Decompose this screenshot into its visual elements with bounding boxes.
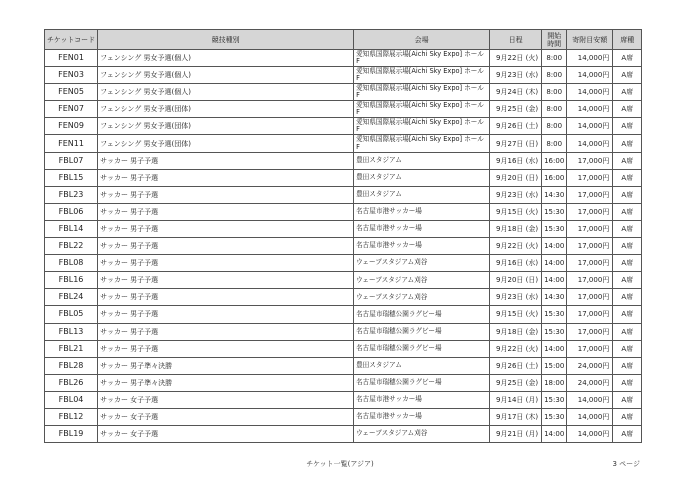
venue-cell: 名古屋市港サッカー場 bbox=[354, 408, 490, 425]
event-type-cell: サッカー 男子予選 bbox=[98, 169, 354, 186]
table-row bbox=[45, 152, 642, 169]
event-type-cell: サッカー 男子準々決勝 bbox=[98, 374, 354, 391]
ticket-code-cell: FBL14 bbox=[45, 220, 98, 237]
table-row bbox=[45, 203, 642, 220]
start-time-cell: 14:00 bbox=[542, 272, 567, 289]
seat-type-cell: A席 bbox=[613, 118, 642, 135]
venue-cell: 名古屋市瑞穂公園ラグビー場 bbox=[354, 306, 490, 323]
ticket-code-cell: FEN07 bbox=[45, 101, 98, 118]
seat-type-cell: A席 bbox=[613, 374, 642, 391]
venue-cell: 名古屋市瑞穂公園ラグビー場 bbox=[354, 340, 490, 357]
start-time-cell: 8:00 bbox=[542, 67, 567, 84]
header-venue: 会場 bbox=[354, 30, 490, 50]
start-time-cell: 15:30 bbox=[542, 408, 567, 425]
footer-title: チケット一覧(アジア) bbox=[306, 460, 374, 468]
venue-cell: 愛知県国際展示場[Aichi Sky Expo] ホール F bbox=[354, 135, 490, 152]
date-cell: 9月26日 (土) bbox=[490, 118, 542, 135]
donation-amount-cell: 17,000円 bbox=[567, 186, 613, 203]
venue-cell: ウェーブスタジアム刈谷 bbox=[354, 289, 490, 306]
start-time-cell: 8:00 bbox=[542, 135, 567, 152]
event-type-cell: サッカー 男子予選 bbox=[98, 203, 354, 220]
table-row bbox=[45, 272, 642, 289]
donation-amount-cell: 17,000円 bbox=[567, 340, 613, 357]
start-time-cell: 14:00 bbox=[542, 426, 567, 443]
ticket-code-cell: FEN01 bbox=[45, 50, 98, 67]
date-cell: 9月24日 (木) bbox=[490, 84, 542, 101]
venue-cell: 名古屋市瑞穂公園ラグビー場 bbox=[354, 323, 490, 340]
seat-type-cell: A席 bbox=[613, 203, 642, 220]
header-event-type: 競技種別 bbox=[98, 30, 354, 50]
table-row bbox=[45, 84, 642, 101]
start-time-cell: 14:30 bbox=[542, 186, 567, 203]
seat-type-cell: A席 bbox=[613, 408, 642, 425]
donation-amount-cell: 17,000円 bbox=[567, 272, 613, 289]
seat-type-cell: A席 bbox=[613, 391, 642, 408]
donation-amount-cell: 17,000円 bbox=[567, 306, 613, 323]
donation-amount-cell: 14,000円 bbox=[567, 135, 613, 152]
ticket-code-cell: FBL28 bbox=[45, 357, 98, 374]
seat-type-cell: A席 bbox=[613, 340, 642, 357]
donation-amount-cell: 14,000円 bbox=[567, 50, 613, 67]
event-type-cell: フェンシング 男女予選(個人) bbox=[98, 50, 354, 67]
venue-cell: 愛知県国際展示場[Aichi Sky Expo] ホール F bbox=[354, 84, 490, 101]
date-cell: 9月25日 (金) bbox=[490, 374, 542, 391]
donation-amount-cell: 14,000円 bbox=[567, 118, 613, 135]
start-time-cell: 18:00 bbox=[542, 374, 567, 391]
seat-type-cell: A席 bbox=[613, 220, 642, 237]
ticket-code-cell: FBL16 bbox=[45, 272, 98, 289]
table-row bbox=[45, 169, 642, 186]
event-type-cell: サッカー 男子予選 bbox=[98, 340, 354, 357]
seat-type-cell: A席 bbox=[613, 186, 642, 203]
venue-cell: 名古屋市港サッカー場 bbox=[354, 220, 490, 237]
page-number: 3 ページ bbox=[612, 460, 640, 468]
ticket-code-cell: FBL07 bbox=[45, 152, 98, 169]
table-row bbox=[45, 50, 642, 67]
table-row bbox=[45, 238, 642, 255]
ticket-code-cell: FBL23 bbox=[45, 186, 98, 203]
venue-cell: ウェーブスタジアム刈谷 bbox=[354, 272, 490, 289]
event-type-cell: サッカー 男子予選 bbox=[98, 152, 354, 169]
event-type-cell: サッカー 男子予選 bbox=[98, 289, 354, 306]
start-time-cell: 8:00 bbox=[542, 101, 567, 118]
start-time-cell: 8:00 bbox=[542, 50, 567, 67]
donation-amount-cell: 14,000円 bbox=[567, 67, 613, 84]
start-time-cell: 14:00 bbox=[542, 238, 567, 255]
table-row bbox=[45, 391, 642, 408]
table-row bbox=[45, 289, 642, 306]
event-type-cell: サッカー 男子予選 bbox=[98, 272, 354, 289]
event-type-cell: フェンシング 男女予選(個人) bbox=[98, 84, 354, 101]
ticket-code-cell: FEN03 bbox=[45, 67, 98, 84]
start-time-cell: 16:00 bbox=[542, 169, 567, 186]
seat-type-cell: A席 bbox=[613, 426, 642, 443]
event-type-cell: フェンシング 男女予選(個人) bbox=[98, 67, 354, 84]
table-row bbox=[45, 408, 642, 425]
ticket-code-cell: FBL21 bbox=[45, 340, 98, 357]
ticket-code-cell: FEN05 bbox=[45, 84, 98, 101]
donation-amount-cell: 14,000円 bbox=[567, 408, 613, 425]
event-type-cell: サッカー 男子予選 bbox=[98, 306, 354, 323]
seat-type-cell: A席 bbox=[613, 323, 642, 340]
date-cell: 9月23日 (水) bbox=[490, 67, 542, 84]
donation-amount-cell: 17,000円 bbox=[567, 238, 613, 255]
donation-amount-cell: 14,000円 bbox=[567, 391, 613, 408]
ticket-code-cell: FBL04 bbox=[45, 391, 98, 408]
donation-amount-cell: 14,000円 bbox=[567, 84, 613, 101]
ticket-code-cell: FBL13 bbox=[45, 323, 98, 340]
event-type-cell: サッカー 男子準々決勝 bbox=[98, 357, 354, 374]
ticket-table-container bbox=[44, 29, 642, 443]
start-time-cell: 15:30 bbox=[542, 323, 567, 340]
venue-cell: 名古屋市港サッカー場 bbox=[354, 238, 490, 255]
venue-cell: 豊田スタジアム bbox=[354, 169, 490, 186]
venue-cell: 豊田スタジアム bbox=[354, 152, 490, 169]
header-donation-amount: 寄附目安額 bbox=[567, 30, 613, 50]
date-cell: 9月20日 (日) bbox=[490, 272, 542, 289]
event-type-cell: サッカー 男子予選 bbox=[98, 323, 354, 340]
event-type-cell: サッカー 女子予選 bbox=[98, 408, 354, 425]
donation-amount-cell: 17,000円 bbox=[567, 255, 613, 272]
seat-type-cell: A席 bbox=[613, 306, 642, 323]
event-type-cell: サッカー 男子予選 bbox=[98, 186, 354, 203]
start-time-cell: 15:30 bbox=[542, 220, 567, 237]
table-row bbox=[45, 306, 642, 323]
date-cell: 9月18日 (金) bbox=[490, 323, 542, 340]
venue-cell: ウェーブスタジアム刈谷 bbox=[354, 426, 490, 443]
donation-amount-cell: 17,000円 bbox=[567, 220, 613, 237]
ticket-code-cell: FBL15 bbox=[45, 169, 98, 186]
donation-amount-cell: 17,000円 bbox=[567, 289, 613, 306]
ticket-code-cell: FBL08 bbox=[45, 255, 98, 272]
donation-amount-cell: 24,000円 bbox=[567, 357, 613, 374]
event-type-cell: サッカー 女子予選 bbox=[98, 391, 354, 408]
start-time-cell: 14:00 bbox=[542, 340, 567, 357]
event-type-cell: サッカー 男子予選 bbox=[98, 238, 354, 255]
seat-type-cell: A席 bbox=[613, 169, 642, 186]
header-start-time: 開始時間 bbox=[542, 30, 567, 50]
event-type-cell: サッカー 男子予選 bbox=[98, 220, 354, 237]
donation-amount-cell: 24,000円 bbox=[567, 374, 613, 391]
date-cell: 9月26日 (土) bbox=[490, 357, 542, 374]
table-header-row bbox=[45, 30, 642, 50]
date-cell: 9月23日 (水) bbox=[490, 289, 542, 306]
table-row bbox=[45, 220, 642, 237]
event-type-cell: サッカー 男子予選 bbox=[98, 255, 354, 272]
seat-type-cell: A席 bbox=[613, 50, 642, 67]
table-row bbox=[45, 255, 642, 272]
header-seat-type: 席種 bbox=[613, 30, 642, 50]
table-row bbox=[45, 374, 642, 391]
table-row bbox=[45, 186, 642, 203]
seat-type-cell: A席 bbox=[613, 101, 642, 118]
start-time-cell: 8:00 bbox=[542, 118, 567, 135]
donation-amount-cell: 17,000円 bbox=[567, 169, 613, 186]
table-row bbox=[45, 135, 642, 152]
ticket-code-cell: FEN09 bbox=[45, 118, 98, 135]
seat-type-cell: A席 bbox=[613, 84, 642, 101]
start-time-cell: 16:00 bbox=[542, 152, 567, 169]
ticket-code-cell: FBL22 bbox=[45, 238, 98, 255]
date-cell: 9月17日 (木) bbox=[490, 408, 542, 425]
date-cell: 9月23日 (水) bbox=[490, 186, 542, 203]
venue-cell: 愛知県国際展示場[Aichi Sky Expo] ホール F bbox=[354, 118, 490, 135]
event-type-cell: サッカー 女子予選 bbox=[98, 426, 354, 443]
start-time-cell: 15:30 bbox=[542, 203, 567, 220]
ticket-code-cell: FBL12 bbox=[45, 408, 98, 425]
donation-amount-cell: 14,000円 bbox=[567, 101, 613, 118]
venue-cell: 豊田スタジアム bbox=[354, 186, 490, 203]
date-cell: 9月18日 (金) bbox=[490, 220, 542, 237]
date-cell: 9月16日 (水) bbox=[490, 255, 542, 272]
start-time-cell: 14:00 bbox=[542, 255, 567, 272]
seat-type-cell: A席 bbox=[613, 67, 642, 84]
header-date: 日程 bbox=[490, 30, 542, 50]
table-row bbox=[45, 357, 642, 374]
ticket-code-cell: FBL06 bbox=[45, 203, 98, 220]
table-row bbox=[45, 101, 642, 118]
seat-type-cell: A席 bbox=[613, 135, 642, 152]
date-cell: 9月22日 (火) bbox=[490, 340, 542, 357]
date-cell: 9月16日 (水) bbox=[490, 152, 542, 169]
date-cell: 9月27日 (日) bbox=[490, 135, 542, 152]
start-time-cell: 15:30 bbox=[542, 391, 567, 408]
donation-amount-cell: 17,000円 bbox=[567, 152, 613, 169]
donation-amount-cell: 14,000円 bbox=[567, 426, 613, 443]
date-cell: 9月14日 (月) bbox=[490, 391, 542, 408]
venue-cell: ウェーブスタジアム刈谷 bbox=[354, 255, 490, 272]
header-ticket-code: チケットコード bbox=[45, 30, 98, 50]
donation-amount-cell: 17,000円 bbox=[567, 203, 613, 220]
donation-amount-cell: 17,000円 bbox=[567, 323, 613, 340]
seat-type-cell: A席 bbox=[613, 357, 642, 374]
seat-type-cell: A席 bbox=[613, 255, 642, 272]
date-cell: 9月15日 (火) bbox=[490, 203, 542, 220]
seat-type-cell: A席 bbox=[613, 238, 642, 255]
event-type-cell: フェンシング 男女予選(団体) bbox=[98, 101, 354, 118]
venue-cell: 愛知県国際展示場[Aichi Sky Expo] ホール F bbox=[354, 101, 490, 118]
table-row bbox=[45, 118, 642, 135]
table-row bbox=[45, 323, 642, 340]
table-body bbox=[45, 50, 642, 443]
ticket-code-cell: FBL05 bbox=[45, 306, 98, 323]
ticket-code-cell: FBL19 bbox=[45, 426, 98, 443]
start-time-cell: 15:00 bbox=[542, 357, 567, 374]
start-time-cell: 15:30 bbox=[542, 306, 567, 323]
date-cell: 9月25日 (金) bbox=[490, 101, 542, 118]
venue-cell: 愛知県国際展示場[Aichi Sky Expo] ホール F bbox=[354, 67, 490, 84]
date-cell: 9月15日 (火) bbox=[490, 306, 542, 323]
table-row bbox=[45, 67, 642, 84]
table-row bbox=[45, 426, 642, 443]
date-cell: 9月22日 (火) bbox=[490, 50, 542, 67]
date-cell: 9月21日 (月) bbox=[490, 426, 542, 443]
start-time-cell: 14:30 bbox=[542, 289, 567, 306]
event-type-cell: フェンシング 男女予選(団体) bbox=[98, 118, 354, 135]
start-time-cell: 8:00 bbox=[542, 84, 567, 101]
table-row bbox=[45, 340, 642, 357]
ticket-code-cell: FBL24 bbox=[45, 289, 98, 306]
seat-type-cell: A席 bbox=[613, 289, 642, 306]
date-cell: 9月20日 (日) bbox=[490, 169, 542, 186]
venue-cell: 豊田スタジアム bbox=[354, 357, 490, 374]
venue-cell: 名古屋市港サッカー場 bbox=[354, 203, 490, 220]
date-cell: 9月22日 (火) bbox=[490, 238, 542, 255]
ticket-code-cell: FEN11 bbox=[45, 135, 98, 152]
seat-type-cell: A席 bbox=[613, 152, 642, 169]
venue-cell: 名古屋市港サッカー場 bbox=[354, 391, 490, 408]
venue-cell: 名古屋市瑞穂公園ラグビー場 bbox=[354, 374, 490, 391]
venue-cell: 愛知県国際展示場[Aichi Sky Expo] ホール F bbox=[354, 50, 490, 67]
event-type-cell: フェンシング 男女予選(団体) bbox=[98, 135, 354, 152]
ticket-table bbox=[44, 29, 642, 443]
seat-type-cell: A席 bbox=[613, 272, 642, 289]
ticket-code-cell: FBL26 bbox=[45, 374, 98, 391]
